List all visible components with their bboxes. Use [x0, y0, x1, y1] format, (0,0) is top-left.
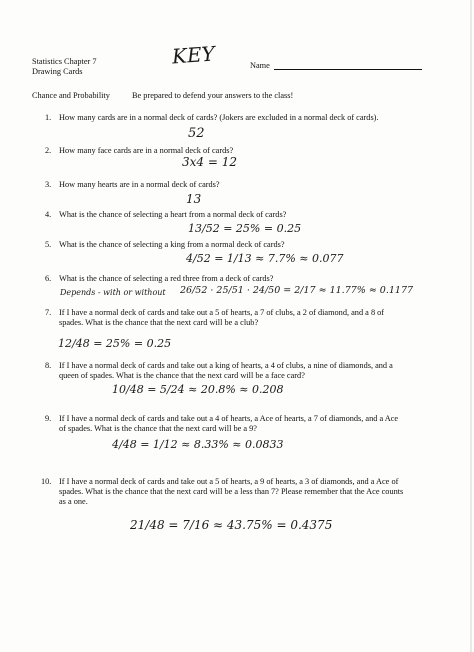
- question-text: If I have a normal deck of cards and take out a 5 of hearts, a 9 of hearts, a 3 of diamonds, and a Ace of: [59, 477, 399, 486]
- answer-handwritten: 21/48 = 7/16 ≈ 43.75% = 0.4375: [130, 518, 333, 532]
- question-text: What is the chance of selecting a red three from a deck of cards?: [59, 274, 274, 283]
- answer-handwritten: 26/52 · 25/51 · 24/50 = 2/17 ≈ 11.77% ≈ 0.1177: [180, 285, 414, 296]
- question-number: 10.: [41, 477, 52, 486]
- question-text: If I have a normal deck of cards and take out a king of hearts, a 4 of clubs, a nine of diamonds, and a: [59, 361, 393, 370]
- question-text: If I have a normal deck of cards and take out a 4 of hearts, a Ace of hearts, a 7 of diamonds, and a Ace: [59, 414, 399, 423]
- question-number: 4.: [45, 210, 52, 219]
- question-text: How many face cards are in a normal deck of cards?: [59, 146, 234, 155]
- question-text: spades. What is the chance that the next card will be a club?: [59, 318, 259, 327]
- question-text: as a one.: [59, 497, 88, 506]
- question-number: 7.: [45, 308, 52, 317]
- page-edge: [470, 0, 472, 652]
- answer-handwritten: 4/52 = 1/13 ≈ 7.7% ≈ 0.077: [186, 252, 344, 265]
- answer-note-handwritten: Depends - with or without: [60, 288, 166, 297]
- name-label: Name: [250, 61, 270, 70]
- intro-instruction: Be prepared to defend your answers to the class!: [132, 91, 294, 100]
- question-text: How many hearts are in a normal deck of cards?: [59, 180, 220, 189]
- answer-handwritten: 13: [186, 192, 202, 206]
- question-number: 8.: [45, 361, 52, 370]
- key-handwritten: KEY: [171, 41, 216, 69]
- question-text: What is the chance of selecting a king from a normal deck of cards?: [59, 240, 285, 249]
- answer-handwritten: 12/48 = 25% = 0.25: [58, 337, 172, 350]
- answer-handwritten: 4/48 = 1/12 ≈ 8.33% ≈ 0.0833: [112, 438, 284, 451]
- header-topic: Drawing Cards: [32, 67, 83, 76]
- question-text: of spades. What is the chance that the next card will be a 9?: [59, 424, 257, 433]
- intro-title: Chance and Probability: [32, 91, 110, 100]
- question-number: 3.: [45, 180, 52, 189]
- question-number: 6.: [45, 274, 52, 283]
- answer-handwritten: 13/52 = 25% = 0.25: [188, 222, 302, 235]
- question-text: How many cards are in a normal deck of cards? (Jokers are excluded in a normal deck of cards).: [59, 113, 379, 122]
- question-text: queen of spades. What is the chance that the next card will be a face card?: [59, 371, 305, 380]
- answer-handwritten: 52: [188, 126, 205, 141]
- question-number: 1.: [45, 113, 52, 122]
- answer-handwritten: 10/48 = 5/24 ≈ 20.8% ≈ 0.208: [112, 383, 284, 396]
- answer-handwritten: 3x4 = 12: [182, 155, 237, 169]
- question-number: 9.: [45, 414, 52, 423]
- header-course: Statistics Chapter 7: [32, 57, 97, 66]
- name-field-line: [274, 69, 422, 70]
- question-text: If I have a normal deck of cards and take out a 5 of hearts, a 7 of clubs, a 2 of diamond, and a 8 of: [59, 308, 385, 317]
- question-text: What is the chance of selecting a heart from a normal deck of cards?: [59, 210, 287, 219]
- question-text: spades. What is the chance that the next card will be a less than 7? Please remember that the Ace counts: [59, 487, 404, 496]
- question-number: 5.: [45, 240, 52, 249]
- question-number: 2.: [45, 146, 52, 155]
